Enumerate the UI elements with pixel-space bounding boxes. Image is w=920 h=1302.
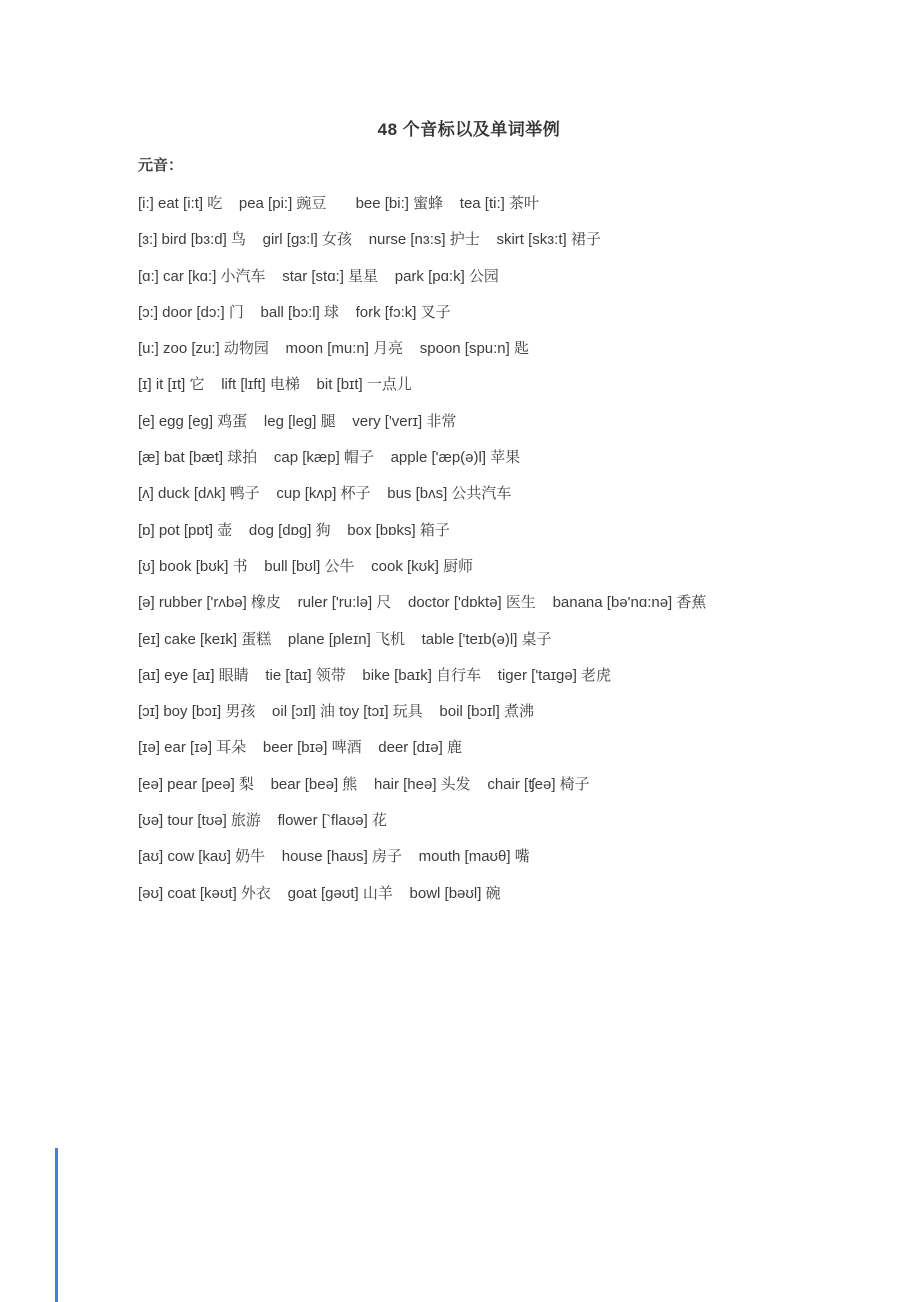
phonetic-line: [ə] rubber ['rʌbə] 橡皮 ruler ['ru:lə] 尺 doctor ['dɒktə] 医生 banana [bə'nɑ:nə] 香蕉 bbox=[138, 594, 707, 612]
phonetic-line: [e] egg [eg] 鸡蛋 leg [leg] 腿 very ['verɪ] 非常 bbox=[138, 412, 457, 430]
phonetic-line: [i:] eat [i:t] 吃 pea [pi:] 豌豆 bee [bi:] 蜜蜂 tea [ti:] 茶叶 bbox=[138, 195, 539, 212]
phonetic-line: [ɪ] it [ɪt] 它 lift [lɪft] 电梯 bit [bɪt] 一点儿 bbox=[138, 376, 412, 394]
phonetic-line: [əʊ] coat [kəʊt] 外衣 goat [gəʊt] 山羊 bowl [bəʊl] 碗 bbox=[138, 884, 501, 902]
phonetic-line: [ʊ] book [bʊk] 书 bull [bʊl] 公牛 cook [kʊk] 厨师 bbox=[138, 557, 474, 575]
vowel-section-label: 元音： bbox=[138, 157, 184, 174]
phonetic-line: [ɪə] ear [ɪə] 耳朵 beer [bɪə] 啤酒 deer [dɪə] 鹿 bbox=[138, 739, 462, 757]
phonetic-line: [eɪ] cake [keɪk] 蛋糕 plane [pleɪn] 飞机 table ['teɪb(ə)l] 桌子 bbox=[138, 630, 552, 648]
phonetic-line: [eə] pear [peə] 梨 bear [beə] 熊 hair [heə] 头发 chair [ʧeə] 椅子 bbox=[138, 775, 590, 793]
phonetic-line: [u:] zoo [zu:] 动物园 moon [mu:n] 月亮 spoon [spu:n] 匙 bbox=[138, 340, 529, 358]
phonetic-line: [æ] bat [bæt] 球拍 cap [kæp] 帽子 apple ['æp(ə)l] 苹果 bbox=[138, 449, 521, 467]
phonetic-line: [aʊ] cow [kaʊ] 奶牛 house [haʊs] 房子 mouth [maʊθ] 嘴 bbox=[138, 848, 530, 866]
phonetic-line: [ɔɪ] boy [bɔɪ] 男孩 oil [ɔɪl] 油 toy [tɔɪ] 玩具 boil [bɔɪl] 煮沸 bbox=[138, 703, 534, 721]
phonetic-line: [ɑ:] car [kɑ:] 小汽车 star [stɑ:] 星星 park [pɑ:k] 公园 bbox=[138, 267, 499, 285]
phonetic-line: [ʊə] tour [tʊə] 旅游 flower [`flaʊə] 花 bbox=[138, 812, 387, 830]
phonetic-line: [ɔ:] door [dɔ:] 门 ball [bɔ:l] 球 fork [fɔ:k] 叉子 bbox=[138, 303, 451, 321]
left-margin-accent-line bbox=[55, 1148, 58, 1302]
phonetic-line: [aɪ] eye [aɪ] 眼睛 tie [taɪ] 领带 bike [baɪk] 自行车 tiger ['taɪgə] 老虎 bbox=[138, 666, 612, 684]
page-title: 48 个音标以及单词举例 bbox=[377, 120, 561, 139]
phonetic-line: [ʌ] duck [dʌk] 鸭子 cup [kʌp] 杯子 bus [bʌs] 公共汽车 bbox=[138, 485, 512, 503]
phonetic-lines-list bbox=[138, 186, 800, 912]
phonetic-line: [ɒ] pot [pɒt] 壶 dog [dɒg] 狗 box [bɒks] 箱子 bbox=[138, 521, 450, 539]
phonetic-line: [ɜ:] bird [bɜ:d] 鸟 girl [gɜ:l] 女孩 nurse [nɜ:s] 护士 skirt [skɜ:t] 裙子 bbox=[138, 231, 601, 249]
